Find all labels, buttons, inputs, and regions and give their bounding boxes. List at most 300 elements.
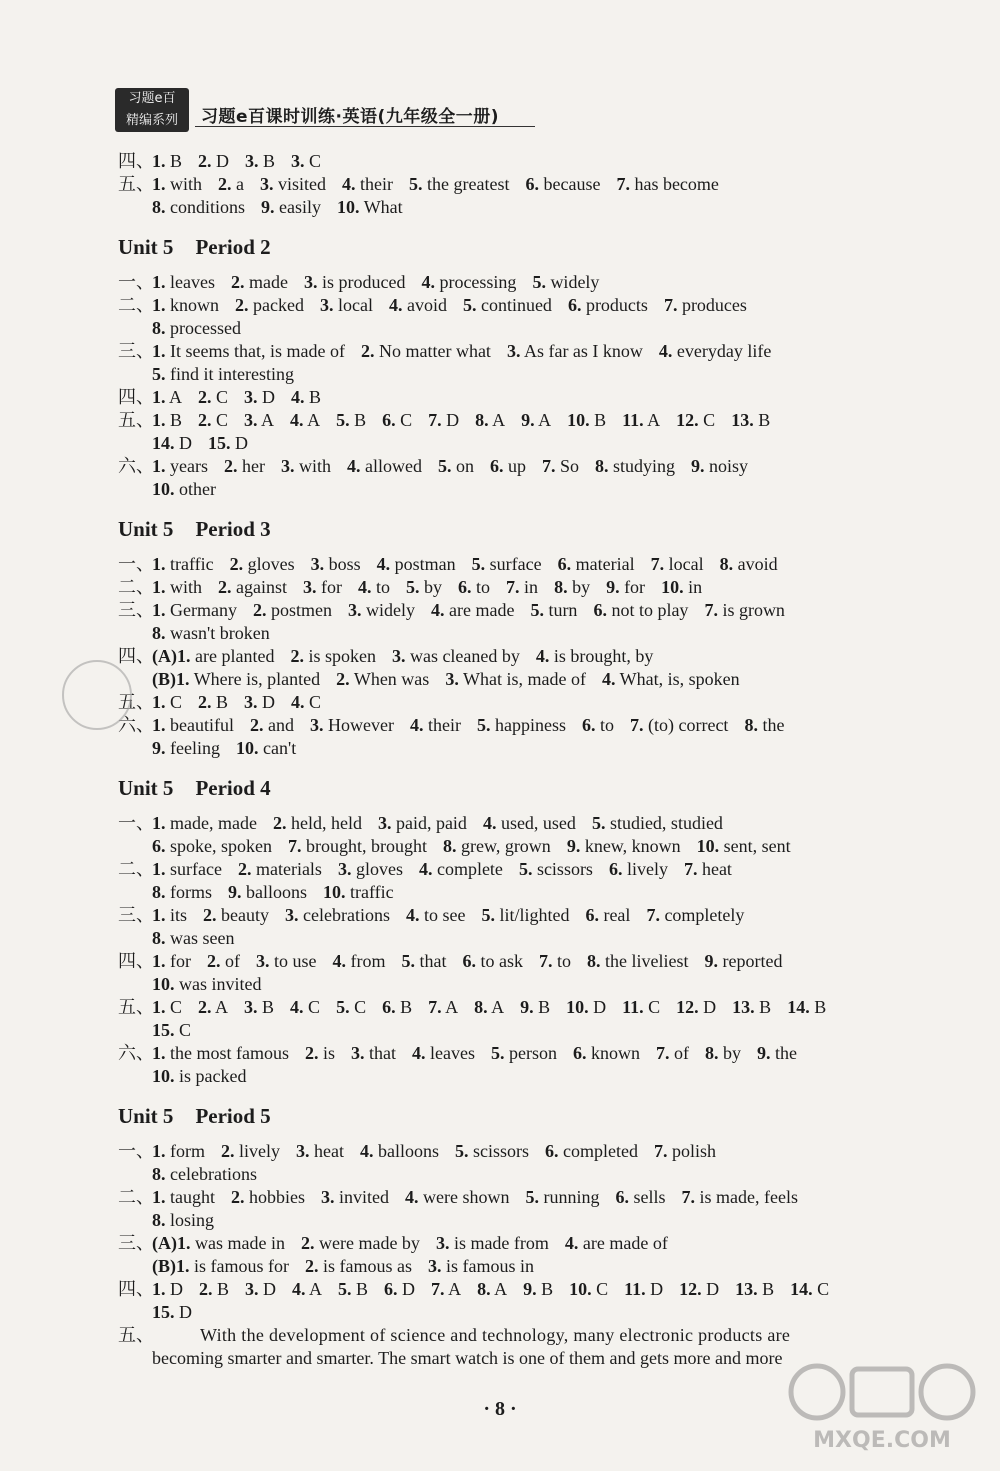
section-lines: [152, 455, 958, 501]
answer-item: [291, 387, 321, 407]
answer-text: widely: [550, 272, 600, 292]
answer-text: produces: [681, 295, 747, 315]
section-label: 一、: [118, 813, 154, 833]
answer-item: [790, 1279, 829, 1299]
answer-item: [152, 1210, 214, 1230]
answer-line: [152, 409, 958, 432]
answer-text: is famous for: [194, 1256, 289, 1276]
answer-line: [152, 1019, 958, 1042]
answer-line: [152, 1065, 958, 1088]
answer-number: 2.: [305, 1043, 319, 1063]
answer-item: [443, 836, 551, 856]
answer-line: [152, 576, 958, 599]
answer-text: are planted: [195, 646, 275, 666]
answer-text: was seen: [170, 928, 235, 948]
answer-number: 6.: [557, 554, 572, 574]
answer-item: [382, 410, 412, 430]
answer-line: [152, 691, 958, 714]
answer-number: 4.: [346, 456, 361, 476]
section-label: 五、: [118, 692, 154, 712]
answer-item: [525, 174, 600, 194]
section-label: 三、: [118, 600, 154, 620]
answer-item: [152, 623, 270, 643]
answer-item: [245, 1279, 276, 1299]
answer-section: [118, 553, 958, 576]
answer-text: A: [492, 410, 506, 430]
answer-text: polish: [671, 1141, 716, 1161]
series-badge: [115, 88, 189, 132]
period-name: Period 5: [195, 1104, 271, 1128]
answer-text: B: [354, 410, 367, 430]
answer-text: lit/lighted: [499, 905, 570, 925]
answer-item: [520, 997, 550, 1017]
answer-item: [428, 1256, 534, 1276]
answer-number: 6.: [384, 1279, 398, 1299]
answer-number: 2.: [199, 1279, 213, 1299]
answer-text: C: [817, 1279, 830, 1299]
answer-text: D: [650, 1279, 664, 1299]
answer-item: [231, 272, 288, 292]
answer-number: 8.: [474, 997, 488, 1017]
section-lines: [152, 576, 958, 599]
answer-item: [310, 715, 394, 735]
answer-text: were shown: [423, 1187, 510, 1207]
answer-text: B: [758, 410, 771, 430]
answer-section: [118, 455, 958, 501]
answer-number: 1.: [152, 151, 166, 171]
answer-number: 14.: [787, 997, 810, 1017]
answer-text: packed: [253, 295, 304, 315]
answer-number: 1.: [152, 600, 166, 620]
section-lines: [152, 645, 958, 691]
answer-number: 7.: [539, 951, 553, 971]
answer-number: (B)1.: [152, 669, 190, 689]
answer-number: 3.: [321, 1187, 335, 1207]
answer-item: [152, 456, 208, 476]
answer-line: [152, 835, 958, 858]
answer-number: 4.: [430, 600, 445, 620]
section-label: 三、: [118, 1233, 154, 1253]
answer-item: [218, 174, 244, 194]
answer-number: 6.: [545, 1141, 559, 1161]
answer-number: 5.: [491, 1043, 505, 1063]
answer-text: C: [354, 997, 367, 1017]
answer-number: 6.: [581, 715, 596, 735]
answer-number: (A)1.: [152, 1233, 191, 1253]
answer-number: 1.: [152, 692, 166, 712]
answer-text: to use: [274, 951, 317, 971]
answer-number: 1.: [152, 456, 166, 476]
answer-number: 11.: [622, 410, 644, 430]
answer-number: 10.: [152, 1066, 175, 1086]
answer-text: (to) correct: [647, 715, 729, 735]
answer-number: 10.: [152, 974, 175, 994]
answer-line: [152, 668, 958, 691]
answer-item: [291, 151, 321, 171]
answer-section: [118, 409, 958, 455]
section-lines: [152, 340, 958, 386]
answer-number: 7.: [288, 836, 302, 856]
answer-text: used, used: [500, 813, 576, 833]
answer-item: [152, 1020, 191, 1040]
answer-number: 4.: [291, 387, 305, 407]
answer-item: [152, 859, 222, 879]
answer-number: (B)1.: [152, 1256, 190, 1276]
answer-number: 6.: [458, 577, 472, 597]
answer-item: [152, 174, 202, 194]
answer-number: 10.: [337, 197, 360, 217]
answer-number: 7.: [616, 174, 630, 194]
answer-number: 8.: [587, 951, 601, 971]
answer-text: avoid: [737, 554, 778, 574]
answer-number: 9.: [228, 882, 242, 902]
answer-item: [384, 1279, 415, 1299]
answer-item: [382, 997, 412, 1017]
answer-text: for: [624, 577, 646, 597]
answer-line: [152, 432, 958, 455]
answer-text: on: [455, 456, 474, 476]
answer-number: 12.: [679, 1279, 702, 1299]
answer-number: 4.: [564, 1233, 579, 1253]
answer-number: 6.: [382, 997, 396, 1017]
answer-text: form: [170, 1141, 205, 1161]
answer-text: their: [427, 715, 461, 735]
answer-item: [676, 997, 716, 1017]
answer-number: 7.: [704, 600, 718, 620]
answer-number: 1.: [152, 295, 166, 315]
answer-number: 5.: [518, 859, 533, 879]
section-lines: [152, 1232, 958, 1278]
answer-item: [152, 715, 234, 735]
answer-text: Where is, planted: [193, 669, 321, 689]
answer-item: [253, 600, 332, 620]
answer-item: [525, 1187, 599, 1207]
answer-text: D: [262, 692, 276, 712]
answer-item: [654, 1141, 716, 1161]
answer-text: D: [179, 1302, 192, 1322]
answer-number: 8.: [594, 456, 609, 476]
answer-text: B: [762, 1279, 775, 1299]
answer-text: C: [309, 692, 322, 712]
answer-item: [207, 951, 240, 971]
answer-number: 3.: [351, 1043, 365, 1063]
answer-text: the: [762, 715, 785, 735]
answer-item: [458, 577, 490, 597]
answer-item: [428, 410, 459, 430]
answer-text: A: [491, 997, 505, 1017]
answer-text: processing: [439, 272, 517, 292]
answer-item: [152, 410, 182, 430]
section-label: 四、: [118, 646, 154, 666]
answer-text: made, made: [170, 813, 257, 833]
unit-name: Unit 5: [118, 1104, 174, 1128]
watermark-text: MXQE.COM: [813, 1428, 951, 1453]
answer-number: 3.: [435, 1233, 450, 1253]
answer-number: 1.: [152, 1141, 166, 1161]
answer-number: 5.: [481, 905, 495, 925]
answer-item: [566, 997, 606, 1017]
answer-item: [152, 882, 212, 902]
answer-text: materials: [255, 859, 322, 879]
answer-number: 5.: [462, 295, 477, 315]
answer-text: heat: [701, 859, 732, 879]
answer-number: 4.: [405, 1187, 419, 1207]
answer-item: [659, 341, 771, 361]
section-label: 三、: [118, 341, 154, 361]
answer-text: is grown: [722, 600, 785, 620]
answer-number: 9.: [261, 197, 275, 217]
section-lines: [152, 714, 958, 760]
answer-number: 7.: [653, 1141, 668, 1161]
answer-item: [152, 577, 202, 597]
answer-text: continued: [480, 295, 552, 315]
answer-text: invited: [339, 1187, 389, 1207]
answer-text: D: [263, 1279, 277, 1299]
answer-item: [412, 1043, 475, 1063]
section-lines: [152, 386, 958, 409]
answer-text: processed: [170, 318, 241, 338]
answer-section: [118, 294, 958, 340]
answer-number: 4.: [290, 410, 304, 430]
answer-number: 2.: [290, 646, 304, 666]
answer-text: noisy: [709, 456, 749, 476]
answer-text: in: [688, 577, 703, 597]
answer-item: [337, 197, 403, 217]
answer-section: [118, 173, 958, 219]
answer-text: years: [170, 456, 208, 476]
answer-text: traffic: [170, 554, 214, 574]
answer-text: leaves: [430, 1043, 475, 1063]
answer-number: 7.: [663, 295, 678, 315]
answer-item: [152, 387, 182, 407]
answer-number: 10.: [235, 738, 259, 758]
answer-item: [320, 295, 373, 315]
answer-item: [691, 456, 748, 476]
answer-text: turn: [548, 600, 578, 620]
answer-text: reported: [722, 951, 783, 971]
answer-text: against: [236, 577, 288, 597]
answer-item: [410, 715, 461, 735]
answer-text: grew, grown: [461, 836, 551, 856]
answer-item: [624, 1279, 663, 1299]
answer-text: scissors: [472, 1141, 529, 1161]
answer-section: [118, 1042, 958, 1088]
answer-text: with: [298, 456, 331, 476]
answer-number: 3.: [291, 151, 305, 171]
answer-item: [682, 1187, 798, 1207]
answer-text: is: [323, 1043, 336, 1063]
answer-item: [290, 410, 320, 430]
answer-item: [311, 554, 361, 574]
answer-text: balloons: [246, 882, 307, 902]
section-lines: [152, 812, 958, 858]
answer-number: 2.: [221, 1141, 235, 1161]
unit-name: Unit 5: [118, 235, 174, 259]
answer-text: spoke, spoken: [170, 836, 272, 856]
answer-number: 6.: [593, 600, 607, 620]
answer-number: 10.: [661, 577, 684, 597]
answer-number: 4.: [290, 997, 304, 1017]
answer-number: 6.: [615, 1187, 629, 1207]
answer-text: everyday life: [676, 341, 772, 361]
answer-line: [152, 173, 958, 196]
answer-line: [152, 363, 958, 386]
answer-section: [118, 812, 958, 858]
answer-text: studied, studied: [609, 813, 723, 833]
answer-number: 7.: [646, 905, 660, 925]
answer-number: 5.: [471, 554, 486, 574]
answer-item: [285, 905, 390, 925]
answer-number: 2.: [223, 456, 238, 476]
answer-number: 3.: [337, 859, 352, 879]
answer-text: brought, brought: [306, 836, 427, 856]
section-label: 六、: [118, 1043, 154, 1063]
answer-text: visited: [278, 174, 327, 194]
answer-text: sells: [633, 1187, 666, 1207]
answer-text: lively: [626, 859, 668, 879]
answer-number: 8.: [152, 882, 166, 902]
answer-number: 6.: [585, 905, 599, 925]
answer-text: B: [217, 1279, 230, 1299]
answer-text: beautiful: [170, 715, 234, 735]
answer-item: [377, 554, 456, 574]
answer-number: 10.: [696, 836, 720, 856]
answer-item: [405, 1187, 509, 1207]
answer-item: [720, 554, 778, 574]
answer-item: [198, 997, 228, 1017]
answer-item: [336, 669, 429, 689]
answer-number: 2.: [300, 1233, 315, 1253]
answer-text: A: [307, 410, 321, 430]
answer-number: 7.: [541, 456, 556, 476]
answer-text: sent, sent: [723, 836, 791, 856]
answer-line: [152, 1255, 958, 1278]
answer-text: D: [446, 410, 460, 430]
answer-number: 10.: [567, 410, 590, 430]
answer-number: 10.: [569, 1279, 592, 1299]
answer-item: [198, 410, 228, 430]
answer-number: 4.: [291, 692, 305, 712]
answer-section: [118, 599, 958, 645]
answer-number: 12.: [676, 997, 699, 1017]
answer-number: 5.: [401, 951, 415, 971]
answer-item: [622, 997, 660, 1017]
answer-text: material: [575, 554, 635, 574]
answer-number: 2.: [237, 859, 252, 879]
answer-number: 7.: [428, 997, 442, 1017]
answer-item: [152, 364, 294, 384]
page-number: · 8 ·: [483, 1398, 517, 1420]
answer-text: C: [400, 410, 413, 430]
answer-number: 3.: [280, 456, 295, 476]
answer-item: [406, 905, 465, 925]
answer-text: D: [706, 1279, 720, 1299]
answer-item: [744, 715, 784, 735]
answer-number: 3.: [303, 577, 317, 597]
answer-text: However: [327, 715, 394, 735]
answer-text: As far as I know: [523, 341, 643, 361]
answer-line: [152, 996, 958, 1019]
answer-item: [428, 997, 458, 1017]
answer-item: [787, 997, 826, 1017]
answer-text: losing: [170, 1210, 215, 1230]
answer-text: studying: [612, 456, 675, 476]
answer-item: [152, 997, 182, 1017]
answer-item: [152, 1233, 285, 1253]
section-label: 一、: [118, 554, 154, 574]
answer-number: 1.: [152, 1279, 166, 1299]
answer-item: [281, 456, 331, 476]
answer-text: surface: [170, 859, 222, 879]
answer-item: [593, 600, 688, 620]
answer-text: C: [170, 692, 183, 712]
answer-text: B: [170, 410, 183, 430]
faded-stamp-icon: [62, 660, 132, 730]
answer-line: [152, 950, 958, 973]
answer-number: 5.: [476, 715, 491, 735]
answer-number: 7.: [656, 1043, 670, 1063]
answer-item: [221, 1141, 280, 1161]
answer-number: 2.: [235, 295, 249, 315]
answer-section: [118, 714, 958, 760]
answer-item: [152, 272, 215, 292]
answer-text: What, is, spoken: [619, 669, 740, 689]
answer-text: running: [543, 1187, 600, 1207]
answer-number: 5.: [152, 364, 166, 384]
answer-item: [582, 715, 614, 735]
unit-heading: [118, 1102, 958, 1130]
answer-text: by: [723, 1043, 741, 1063]
answer-number: 8.: [554, 577, 568, 597]
answer-item: [244, 692, 275, 712]
answer-number: 4.: [535, 646, 550, 666]
answer-text: to: [476, 577, 491, 597]
answer-item: [152, 1043, 289, 1063]
answer-number: 8.: [705, 1043, 719, 1063]
answer-item: [630, 715, 728, 735]
answer-text: their: [360, 174, 394, 194]
answer-item: [152, 738, 220, 758]
section-label: 五、: [118, 997, 154, 1017]
answer-item: [348, 600, 415, 620]
answer-number: 5.: [336, 410, 350, 430]
answer-item: [236, 738, 296, 758]
answer-text: local: [337, 295, 373, 315]
answer-item: [419, 859, 503, 879]
answer-number: 1.: [152, 715, 166, 735]
answer-line: [152, 1209, 958, 1232]
answer-item: [152, 1066, 246, 1086]
answer-line: [152, 1278, 958, 1301]
answer-number: 4.: [601, 669, 616, 689]
answer-text: A: [494, 1279, 508, 1299]
answer-text: A: [169, 387, 183, 407]
section-lines: [152, 1278, 958, 1324]
answer-text: has become: [634, 174, 719, 194]
answer-text: known: [170, 295, 219, 315]
answer-number: 1.: [152, 387, 166, 407]
answer-line: [152, 478, 958, 501]
badge-line-2: 精编系列: [125, 113, 178, 128]
answer-text: by: [572, 577, 591, 597]
answer-text: was cleaned by: [409, 646, 520, 666]
answer-text: C: [309, 151, 322, 171]
section-lines: [152, 996, 958, 1042]
answer-item: [305, 1043, 335, 1063]
answer-text: her: [241, 456, 265, 476]
answer-item: [273, 813, 362, 833]
answer-item: [290, 997, 320, 1017]
